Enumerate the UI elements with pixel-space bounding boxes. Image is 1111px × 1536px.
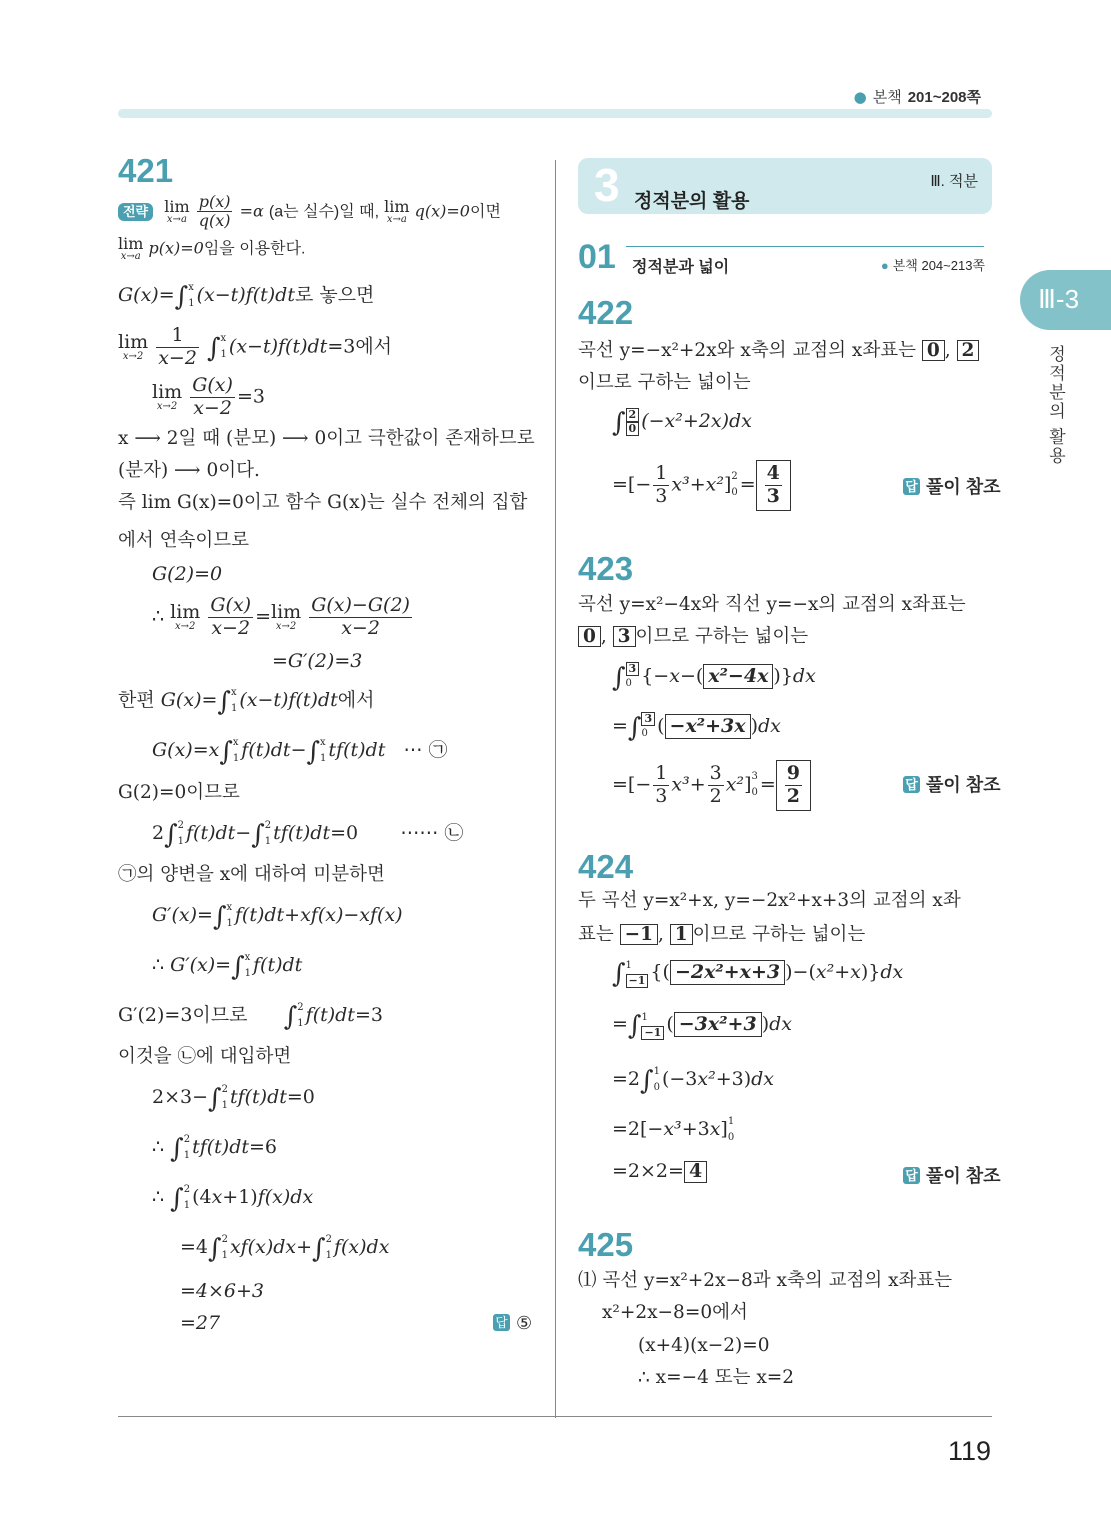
text-line: 이므로 구하는 넓이는 [578,372,751,393]
result-denominator: 2 [786,784,801,807]
equation: ∫ $\frac{2}{0}$ (−x²+2x)dx [612,408,752,439]
answer-box: 4 [684,1161,707,1183]
text-line: ㉠의 양변을 x에 대하여 미분하면 [118,864,385,885]
result-numerator: 4 [766,462,780,484]
answer-box [776,760,811,811]
text-line: (분자) ⟶ 0이다. [118,460,260,481]
strategy-line-2: lim x→a p(x)=0임을 이용한다. [118,234,306,262]
integral-lower-box: 0 [626,422,640,436]
result-denominator: 3 [766,484,780,507]
answer-box: 0 [578,626,601,647]
strategy-text-a: (a는 실수)일 때, [268,203,380,221]
limit-expression: lim x→2 [152,380,183,412]
equation: 2×3−∫ 2 1 tf(t)dt=0 [152,1084,315,1114]
fraction-expression: $\frac{1}{x-2}$ [158,324,197,369]
text-line: 표는 −1 , 1 이므로 구하는 넓이는 [578,924,866,945]
problem-number-422: 422 [578,294,634,331]
equation: ∴ ∫ 2 1 (4x+1)f(x)dx [152,1184,314,1214]
subsection-ref [881,255,985,274]
text-line: 두 곡선 y=x²+x, y=−2x²+x+3의 교점의 x좌 [578,890,961,911]
text: G′(2)=3이므로 [118,1004,248,1026]
equation: ∴ ∫ 2 1 tf(t)dt=6 [152,1134,278,1164]
limit-expression: lim x→a [164,196,190,225]
text-line: x²+2x−8=0에서 [602,1302,748,1323]
fraction-expression: $\frac{1}{3}$ [655,462,668,507]
answer-423 [903,771,1001,797]
answer-ref: 풀이 참조 [926,1166,1001,1186]
side-tab-label: Ⅲ-3 [1038,284,1080,314]
equation: =[− $\frac{1}{3}$ x³+ $\frac{3}{2}$ x²] 3 0 = $\frac{9}{2}$ [612,760,811,811]
equation: G(x)=∫ x 1 (x−t)f(t)dt로 놓으면 [118,282,375,312]
answer-box: 3 [613,626,636,647]
strategy-text-2: 임을 이용한다. [203,240,306,258]
text: 에서 [355,335,393,358]
header-page-reference [854,86,981,107]
answer-badge: 답 [903,1167,920,1184]
fraction-expression: $\frac{3}{2}$ [709,762,722,807]
equation: =4×6+3 [180,1280,265,1302]
equation: lim x→2 $\frac{G(x)}{x-2}$ =3 [152,374,265,419]
equation: =27 [180,1312,221,1334]
result-numerator: 9 [786,762,801,784]
answer-box: −2x²+x+3 [670,960,785,985]
equation: =[− $\frac{1}{3}$ x³+x²] 2 0 = $\frac{4}{3}$ [612,460,791,511]
equation: =2∫ 1 0 (−3x²+3)dx [612,1066,775,1096]
subsection-number: 01 [578,238,616,276]
subsection-ref-text: 본책 204~213쪽 [892,258,985,273]
text-line: G(2)=0이므로 [118,782,240,803]
fraction-expression: $\frac{p(x)}{q(x)}$ [198,192,231,231]
answer-box: −3x²+3 [674,1012,762,1037]
text-line: (x+4)(x−2)=0 [638,1335,770,1356]
problem-number-423: 423 [578,550,634,587]
text: 곡선 y=−x²+2x와 x축의 교점의 x좌표는 [578,340,916,361]
text-line: 즉 lim G(x)=0이고 함수 G(x)는 실수 전체의 집합 [118,492,528,513]
equation: G(x)=x∫ x 1 f(t)dt−∫ x 1 tf(t)dt ⋯ ㉠ [152,737,448,767]
text-line: 0 , 3 이므로 구하는 넓이는 [578,626,808,648]
equation: =G′(2)=3 [272,650,363,672]
problem-number-424: 424 [578,848,634,885]
limit-expression: lim x→a [384,196,410,225]
fraction-expression: $\frac{G(x)-G(2)}{x-2}$ [311,594,410,639]
equation: =4∫ 2 1 xf(x)dx+∫ 2 1 f(x)dx [180,1234,390,1264]
text: 에서 [337,689,375,711]
chapter-side-tab [1020,270,1111,330]
text: 이므로 구하는 넓이는 [692,924,866,945]
problem-number-425: 425 [578,1226,634,1263]
bullet-icon: ● [853,88,867,106]
answer-422 [903,473,1001,499]
text: 한편 [118,689,155,711]
equation: =∫ $\frac{1}{-1}$ ( −3x²+3 )dx [612,1011,793,1042]
answer-ref: 풀이 참조 [926,775,1001,795]
header-ref-pages: 201~208쪽 [907,89,981,106]
answer-value: ⑤ [516,1313,533,1333]
subsection-title: 정적분과 넓이 [632,259,730,276]
equation [612,1160,707,1183]
strategy-text-b: 이면 [469,203,501,221]
answer-ref: 풀이 참조 [926,477,1001,497]
limit-expression: lim x→2 [170,600,201,632]
limit-expression: lim x→2 [118,330,149,362]
strategy-line-1: 전략 lim x→a $\frac{p(x)}{q(x)}$ =α (a는 실수)일 때, lim x→a q(x)=0이면 [118,193,501,231]
fraction-expression: $\frac{G(x)}{x-2}$ [210,594,252,639]
header-bar [118,109,992,118]
answer-424 [903,1162,1001,1188]
fraction-expression [765,463,782,508]
section-part: Ⅲ. 적분 [930,173,978,190]
equation-text: =2×2= [612,1160,684,1182]
text: 로 놓으면 [294,284,375,306]
answer-box: −x²+3x [665,714,751,739]
text-line: ∴ x=−4 또는 x=2 [638,1367,795,1388]
bottom-rule [118,1416,992,1417]
answer-box: −1 [620,924,658,945]
text-line: 곡선 y=x²−4x와 직선 y=−x의 교점의 x좌표는 [578,594,966,615]
limit-expression: lim x→2 [271,600,302,632]
limit-expression: lim x→a [118,234,144,262]
text: 이므로 구하는 넓이는 [635,626,809,647]
strategy-badge: 전략 [118,203,153,221]
answer-badge: 답 [903,478,920,495]
answer-box: 1 [670,924,693,945]
text-line: 에서 연속이므로 [118,530,249,551]
answer-box: 0 [922,340,945,361]
section-number: 3 [594,159,620,211]
fraction-expression: $\frac{1}{3}$ [655,762,668,807]
equation: G′(2)=3이므로 ∫ 2 1 f(t)dt=3 [118,1002,383,1032]
fraction-expression: $\frac{G(x)}{x-2}$ [192,374,233,419]
equation: =∫ $\frac{3}{0}$ ( −x²+3x )dx [612,712,781,744]
bullet-icon: ● [880,258,889,273]
text-line: 이것을 ㉡에 대입하면 [118,1046,292,1067]
page-number: 119 [947,1436,991,1466]
equation: lim x→2 $\frac{1}{x-2}$ ∫ x 1 (x−t)f(t)dt=3에서 [118,324,393,369]
equation: ∫ $\frac{1}{-1}$ {( −2x²+x+3 )−(x²+x)}dx [612,959,904,990]
equation: G(2)=0 [152,563,223,585]
equation: 2∫ 2 1 f(t)dt−∫ 2 1 tf(t)dt=0 ⋯⋯ ㉡ [152,820,464,850]
section-header [578,158,992,214]
text-line: ⑴ 곡선 y=x²+2x−8과 x축의 교점의 x좌표는 [578,1270,953,1291]
section-title: 정적분의 활용 [634,191,750,212]
answer-421 [493,1313,532,1334]
text-line: x ⟶ 2일 때 (분모) ⟶ 0이고 극한값이 존재하므로 [118,428,535,449]
equation: ∫ $\frac{3}{0}$ {−x−( x²−4x )}dx [612,662,816,694]
fraction-expression [785,763,802,808]
equation: ∴ G′(x)=∫ x 1 f(t)dt [152,952,303,982]
integral-upper-box: 2 [626,408,640,422]
text-line: 곡선 y=−x²+2x와 x축의 교점의 x좌표는 0 , 2 [578,340,979,362]
header-ref-label: 본책 [872,89,902,106]
answer-box: x²−4x [703,664,773,689]
side-vertical-title: 정적분의 활용 [1046,345,1065,466]
equation: 한편 G(x)=∫ x 1 (x−t)f(t)dt에서 [118,687,375,717]
integrand: (−x²+2x)dx [641,410,752,433]
answer-badge: 답 [493,1314,510,1331]
answer-badge: 답 [903,776,920,793]
equation: G′(x)=∫ x 1 f(t)dt+xf(x)−xf(x) [152,902,403,932]
problem-number-421: 421 [118,152,174,189]
equation: =2[−x³+3x] 1 0 [612,1116,735,1143]
answer-box: 2 [957,340,980,361]
text: 표는 [578,924,614,945]
equation: ∴ lim x→2 $\frac{G(x)}{x-2}$ = lim x→2 $\frac{G(x)-G(2)}{x-2}$ [152,594,410,639]
subsection-line [626,246,984,247]
answer-box [756,460,791,511]
column-divider [555,160,556,1418]
